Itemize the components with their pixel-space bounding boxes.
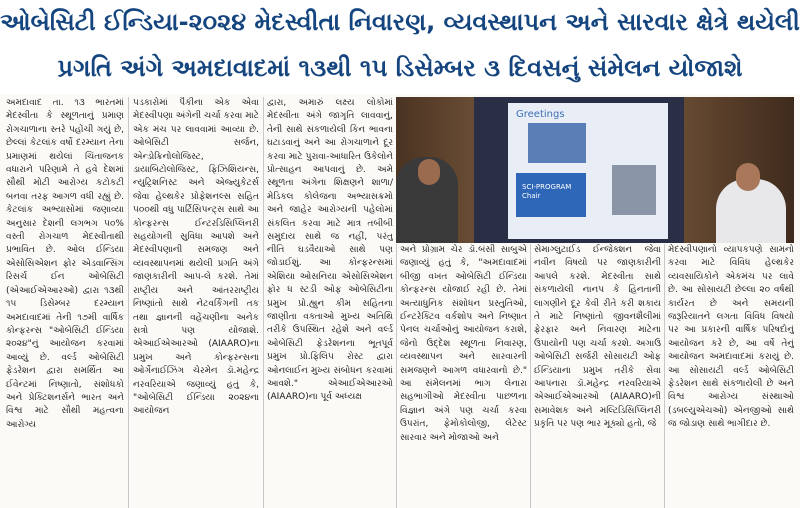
- slide-photo: [528, 123, 586, 163]
- headline-line-1: ઓબેસિટી ઈન્ડિયા-૨૦૨૪ મેદસ્વીતા નિવારણ, વ્યવસ્થાપન અને સારવાર ક્ષેત્રે થયેલી: [0, 8, 800, 36]
- column-4-text: અને પ્રોગ્રામ ચેર ડૉ.બંસી સાબુએ જણાવ્યું હતું કે, "અમદાવાદમાં બીજી વખત ઓબેસિટી ઈન્ડિયા કોન્ફરન્સ યોજાઈ રહી છે. તેમાં અત્યાધુનિક સંશોધન પ્રસ્તુતિઓ, ઈન્ટરેક્ટિવ વર્કશોપ અને નિષ્ણાત પેનલ ચર્ચાઓનું આયોજન કરાશે, જેનો ઉદ્દેશ સ્થૂળતા નિવારણ, વ્યવસ્થાપન અને સારવારની સમજણને આગળ વધારવાનો છે." આ સંમેલનમાં ભાગ લેનારા સહભાગીઓ મેદસ્વીતા પાછળના વિજ્ઞાન અંગે પણ ચર્ચા કરવા ઉપરાંત, ફેમોકોલોજી, લેટેસ્ટ સારવાર અને મોજાઓ અને: [400, 245, 527, 443]
- column-divider: [664, 244, 665, 508]
- article-column-4: [400, 244, 527, 508]
- article-column-2: [133, 97, 259, 508]
- column-divider: [530, 244, 531, 508]
- column-2-text: પડકારોમાં પૈકીના એક એવા મેદસ્વીપણા અંગેની ચર્ચા કરવા માટે એક મંચ પર લાવવામાં આવ્યા છે. ઓબેસિટી સર્જન, એન્ડોક્રિનોલોજિસ્ટ, ડાયાબિટોલોજિસ્ટ, ફિઝિશિયન્સ, ન્યુટ્રિશનિસ્ટ અને એજ્યુકેટર્સ જેવા હેલ્થકેર પ્રોફેશનલ્સ સહિત ૫૦૦થી વધુ પાર્ટિસિપન્ટ્સ સાથે આ કોન્ફરન્સ ઈન્ટરડિસિપ્લિનરી સહયોગની સુવિધા આપશે અને મેદસ્વીપણાની સમજણ અને વ્યવસ્થાપનમાં થયેલી પ્રગતિ અંગે જાણકારીની આપ-લે કરશે. તેમાં રાષ્ટ્રીય અને આંતરરાષ્ટ્રીય નિષ્ણાંતો સાથે નેટવર્કિંગની તક તથા જ્ઞાનની વહેંચણીના અનેક સત્રો પણ યોજાશે. એઆઈએઆરઓ (AIAARO)ના પ્રમુખ અને કોન્ફરન્સના ઓર્ગેનાઈઝિંગ ચેરમેન ડૉ.મહેન્દ્ર નરવરિયાએ જણાવ્યું હતું કે, "ઓબેસિટી ઈન્ડિયા ૨૦૨૪ના આયોજન: [133, 98, 259, 417]
- slide-title: Greetings: [516, 109, 565, 120]
- article-column-6: [668, 244, 794, 508]
- column-5-text: સેમાગ્લુટાઈડ ઈન્જેક્શન જેવા નવીન વિષયો પર જાણકારીની આપલે કરશે. મેદસ્વીતા સાથે સંકળાયેલી નાનપ કે હિનતાની લાગણીને દૂર કેવી રીતે કરી શકાય તે માટે નિષ્ણાંતો જીવનશૈલીમાં ફેરફાર અને નિવારણ માટેના ઉપાયોની પણ ચર્ચા કરશે. અગાઉ ઓબેસિટી સર્જરી સોસાયટી ઓફ ઈન્ડિયાના પ્રમુખ તરીકે સેવા આપનારા ડૉ.મહેન્દ્ર નરવરિયાએ એઆઈએઆરઓ (AIAARO)ની સમાવેશક અને મલ્ટિડિસિપ્લિનરી પ્રકૃતિ પર પણ ભાર મૂક્યો હતો, જે: [534, 245, 661, 430]
- projection-screen: [508, 103, 668, 239]
- column-3-bottom-text: નીતિ ઘડવૈયાઓ સાથે પણ જોડાઈશું. આ કોન્ફરન્સમાં એશિયા ઓસનિયા એસોસિએશન ફોર ધ સ્ટડી ઓફ ઓબેસિટીના પ્રમુખ પ્રો.હ્યુન કીમ સહિતના જાણીતા વક્તાઓ મુખ્ય અતિથિ તરીકે ઉપસ્થિત રહેશે અને વર્લ્ડ ઓબેસિટી ફેડરેશનના ભૂતપૂર્વ પ્રમુખ પ્રો.ફિલિપ રોસ્ટ દ્વારા ઓનલાઈન મુખ્ય સંબોધન કરવામાં આવશે." એઆઈએઆરઓ (AIAARO)ના પૂર્વ અધ્યક્ષ: [267, 245, 393, 403]
- headline: [0, 0, 800, 94]
- speaker-right-head: [736, 163, 760, 191]
- column-6-text: મેદસ્વીપણાનો વ્યાપકપણે સામનો કરવા માટે વિવિધ હેલ્થકેર વ્યવસાયિકોને એકમંચ પર લાવે છે. આ સોસાયટી છેલ્લા ૨૦ વર્ષથી કાર્યરત છે અને સમયની જરૂરિયાતને લગતા વિવિધ વિષયો પર આ પ્રકારની વાર્ષિક પરિષદોનું આયોજન કરે છે, આ વર્ષે તેનું આયોજન અમદાવાદમાં કરાયું છે. આ સોસાયટી વર્લ્ડ ઓબેસિટી ફેડરેશન સાથે સંકળાયેલી છે અને વિશ્વ આરોગ્ય સંસ્થાઓ (ડબલ્યુએચઓ) એનજીઓ સાથે જ જોડાણ સાથે ભાગીદાર છે.: [668, 245, 794, 430]
- column-divider: [263, 97, 264, 508]
- conference-photo: [396, 97, 794, 243]
- article-column-3-top: [267, 97, 393, 243]
- column-1-text: અમદાવાદ તા. ૧૩ ભારતમાં મેદસ્વીતા કે સ્થૂળતાનું પ્રમાણ રોગચાળાના સ્તરે પહોંચી ગયું છે, છેલ્લાં કેટલાંક વર્ષો દરમ્યાન તેના પ્રમાણમાં થયેલાં ચિંતાજનક વધારાને પરિણામે તે હવે દેશમાં સૌથી મોટી આરોગ્ય કટોકટી બનવા તરફ આગળ વધી રહ્યું છે. કેટલાંક અભ્યાસોમાં જણાવ્યા અનુસાર દેશની લગભગ ૫૦% વસ્તી રોગચાળ મેદસ્વીતાથી પ્રભાવિત છે. ઓલ ઈન્ડિયા એસોસિએશન ફોર એડવાન્સિંગ રિસર્ચ ઈન ઓબેસિટી (એઆઈએઆરઓ) દ્વારા ૧૩થી ૧૫ ડિસેમ્બર દરમ્યાન અમદાવાદમાં તેની ૧૭મી વાર્ષિક કોન્ફરન્સ "ઓબેસિટી ઈન્ડિયા ૨૦૨૪"નું આયોજન કરવામાં આવ્યું છે. વર્લ્ડ ઓબેસિટી ફેડરેશન દ્વારા સમર્થિત આ ઈવેન્ટમાં નિષ્ણાતો, સંશોધકો અને પ્રેક્ટિશનર્સને ભારત અને વિશ્વ માટે સૌથી મહત્વના આરોગ્ય: [6, 98, 124, 430]
- slide-text: SCI-PROGRAM Chair: [522, 183, 572, 200]
- column-divider: [396, 244, 397, 508]
- article-column-5: [534, 244, 661, 508]
- speaker-left-head: [418, 159, 440, 185]
- slide-photo-2: [612, 165, 656, 215]
- headline-line-2: પ્રગતિ અંગે અમદાવાદમાં ૧૩થી ૧૫ ડિસેમ્બર ૩ દિવસનું સંમેલન યોજાશે: [57, 54, 743, 82]
- article-column-1: [6, 97, 124, 508]
- column-divider: [128, 97, 129, 508]
- column-3-top-text: દ્વારા, અમારું લક્ષ્ય લોકોમાં મેદસ્વીતા અંગે જાગૃતિ લાવવાનું, તેની સાથે સંકળાયેલી કિન ભાવના ઘટાડવાનું અને આ રોગચાળાને દૂર કરવા માટે પુરાવા-આધારિત ઉકેલોને પ્રોત્સાહન આપવાનું છે. અમે સ્થૂળતા અંગેના શિક્ષણને શાળા/મેડિકલ કોલેજના અભ્યાસક્રમો અને જાહેર આરોગ્યની પહેલોમાં સંકલિત કરવા માટે માત્ર તબીબી સમુદાય સાથે જ નહીં, પરંતુ: [267, 98, 393, 243]
- article-column-3-bottom: [267, 244, 393, 508]
